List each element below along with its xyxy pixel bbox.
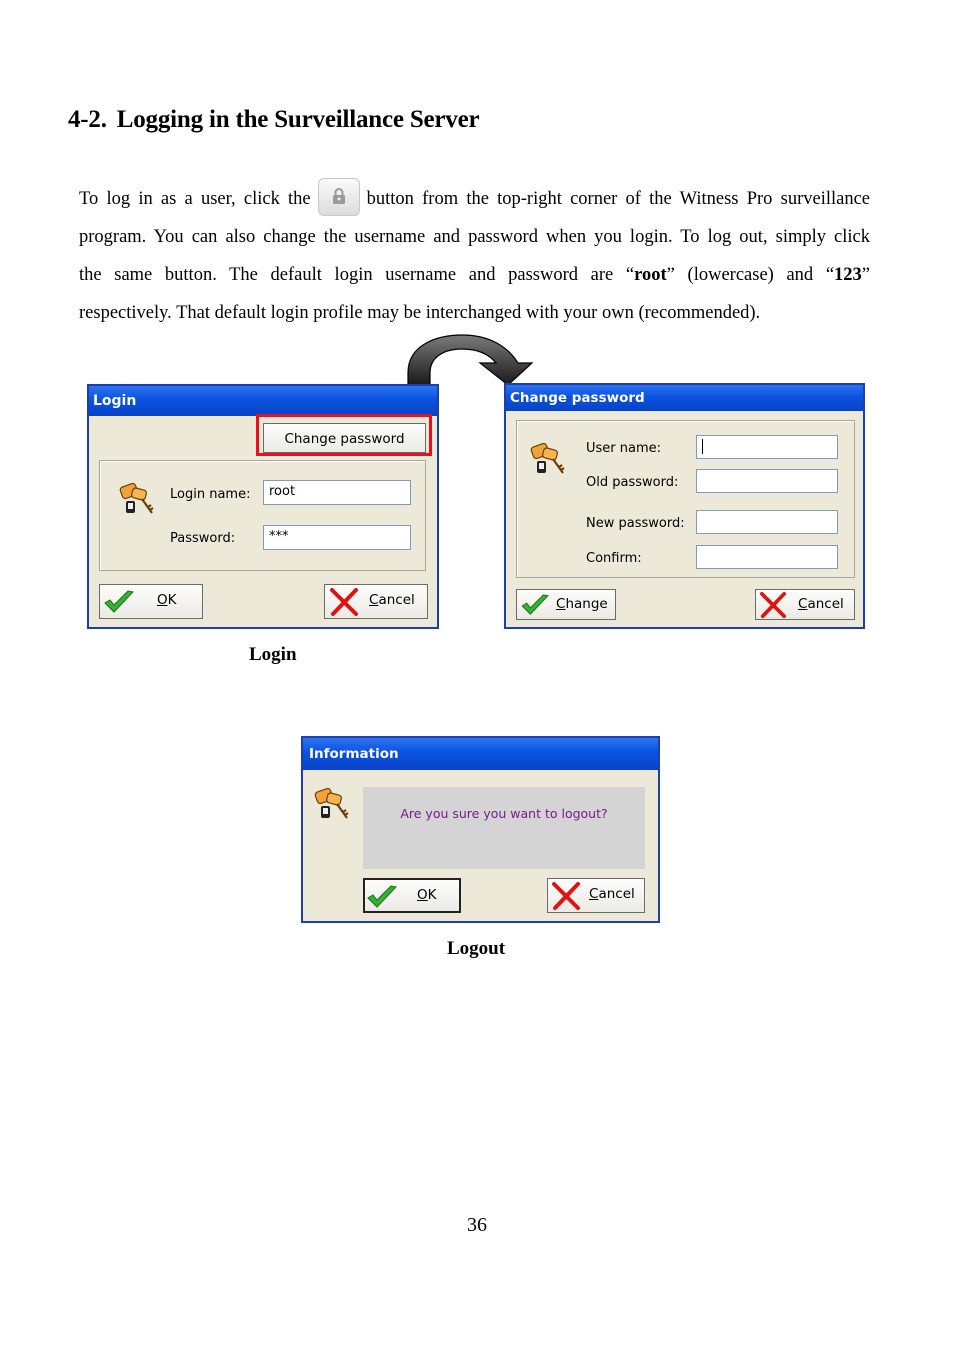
login-caption: Login <box>249 644 297 665</box>
curved-arrow-icon <box>400 333 545 389</box>
new-password-input[interactable] <box>696 510 838 534</box>
cross-icon <box>329 588 359 616</box>
ok-button[interactable]: OK <box>363 878 461 913</box>
change-password-dialog-title: Change password <box>506 385 863 411</box>
login-panel <box>99 460 426 571</box>
check-icon <box>103 589 135 615</box>
logout-caption: Logout <box>447 938 506 959</box>
old-password-input[interactable] <box>696 469 838 493</box>
login-dialog-title: Login <box>89 386 437 416</box>
logout-message-box <box>363 787 645 869</box>
logout-message: Are you sure you want to logout? <box>400 806 608 821</box>
password-input[interactable]: *** <box>263 525 411 550</box>
change-password-panel <box>516 420 855 578</box>
change-button[interactable]: Change <box>516 589 616 620</box>
section-number: 4-2. <box>68 106 107 133</box>
paragraph-line-2: program. You can also change the username and password when you login. To log out, simply click <box>79 227 870 247</box>
user-keys-icon <box>529 443 567 479</box>
information-dialog-title: Information <box>303 738 658 770</box>
check-icon <box>519 593 551 617</box>
ok-button[interactable]: OK <box>99 584 203 619</box>
section-heading <box>68 106 479 134</box>
default-password: 123 <box>834 265 862 285</box>
user-name-label: User name: <box>586 441 662 456</box>
login-name-label: Login name: <box>170 487 251 502</box>
new-password-label: New password: <box>586 516 685 531</box>
cancel-button[interactable]: Cancel <box>547 878 645 913</box>
paragraph-line-3: the same button. The default login username and password are “root” (lowercase) and “123” <box>79 265 871 285</box>
change-password-button[interactable]: Change password <box>263 423 426 453</box>
check-icon <box>366 884 398 910</box>
information-dialog <box>301 736 660 923</box>
change-password-highlight <box>256 414 432 456</box>
change-password-dialog <box>504 383 865 629</box>
cross-icon <box>759 592 787 618</box>
section-title: Logging in the Surveillance Server <box>116 106 480 133</box>
password-label: Password: <box>170 531 236 546</box>
cancel-button[interactable]: Cancel <box>324 584 428 619</box>
confirm-label: Confirm: <box>586 551 642 566</box>
user-keys-icon <box>313 788 351 824</box>
cancel-button[interactable]: Cancel <box>755 589 855 620</box>
cross-icon <box>551 882 581 910</box>
user-name-input[interactable] <box>696 435 838 459</box>
user-keys-icon <box>118 483 156 519</box>
lock-button-icon <box>318 178 360 216</box>
old-password-label: Old password: <box>586 475 679 490</box>
paragraph-line-4: respectively. That default login profile may be interchanged with your own (recommended). <box>79 303 761 323</box>
page-number: 36 <box>467 1214 487 1236</box>
default-username: root <box>634 265 667 285</box>
paragraph-line-1: To log in as a user, click the button from the top-right corner of the Witness Pro surveillance <box>79 178 870 216</box>
login-name-input[interactable]: root <box>263 480 411 505</box>
confirm-input[interactable] <box>696 545 838 569</box>
